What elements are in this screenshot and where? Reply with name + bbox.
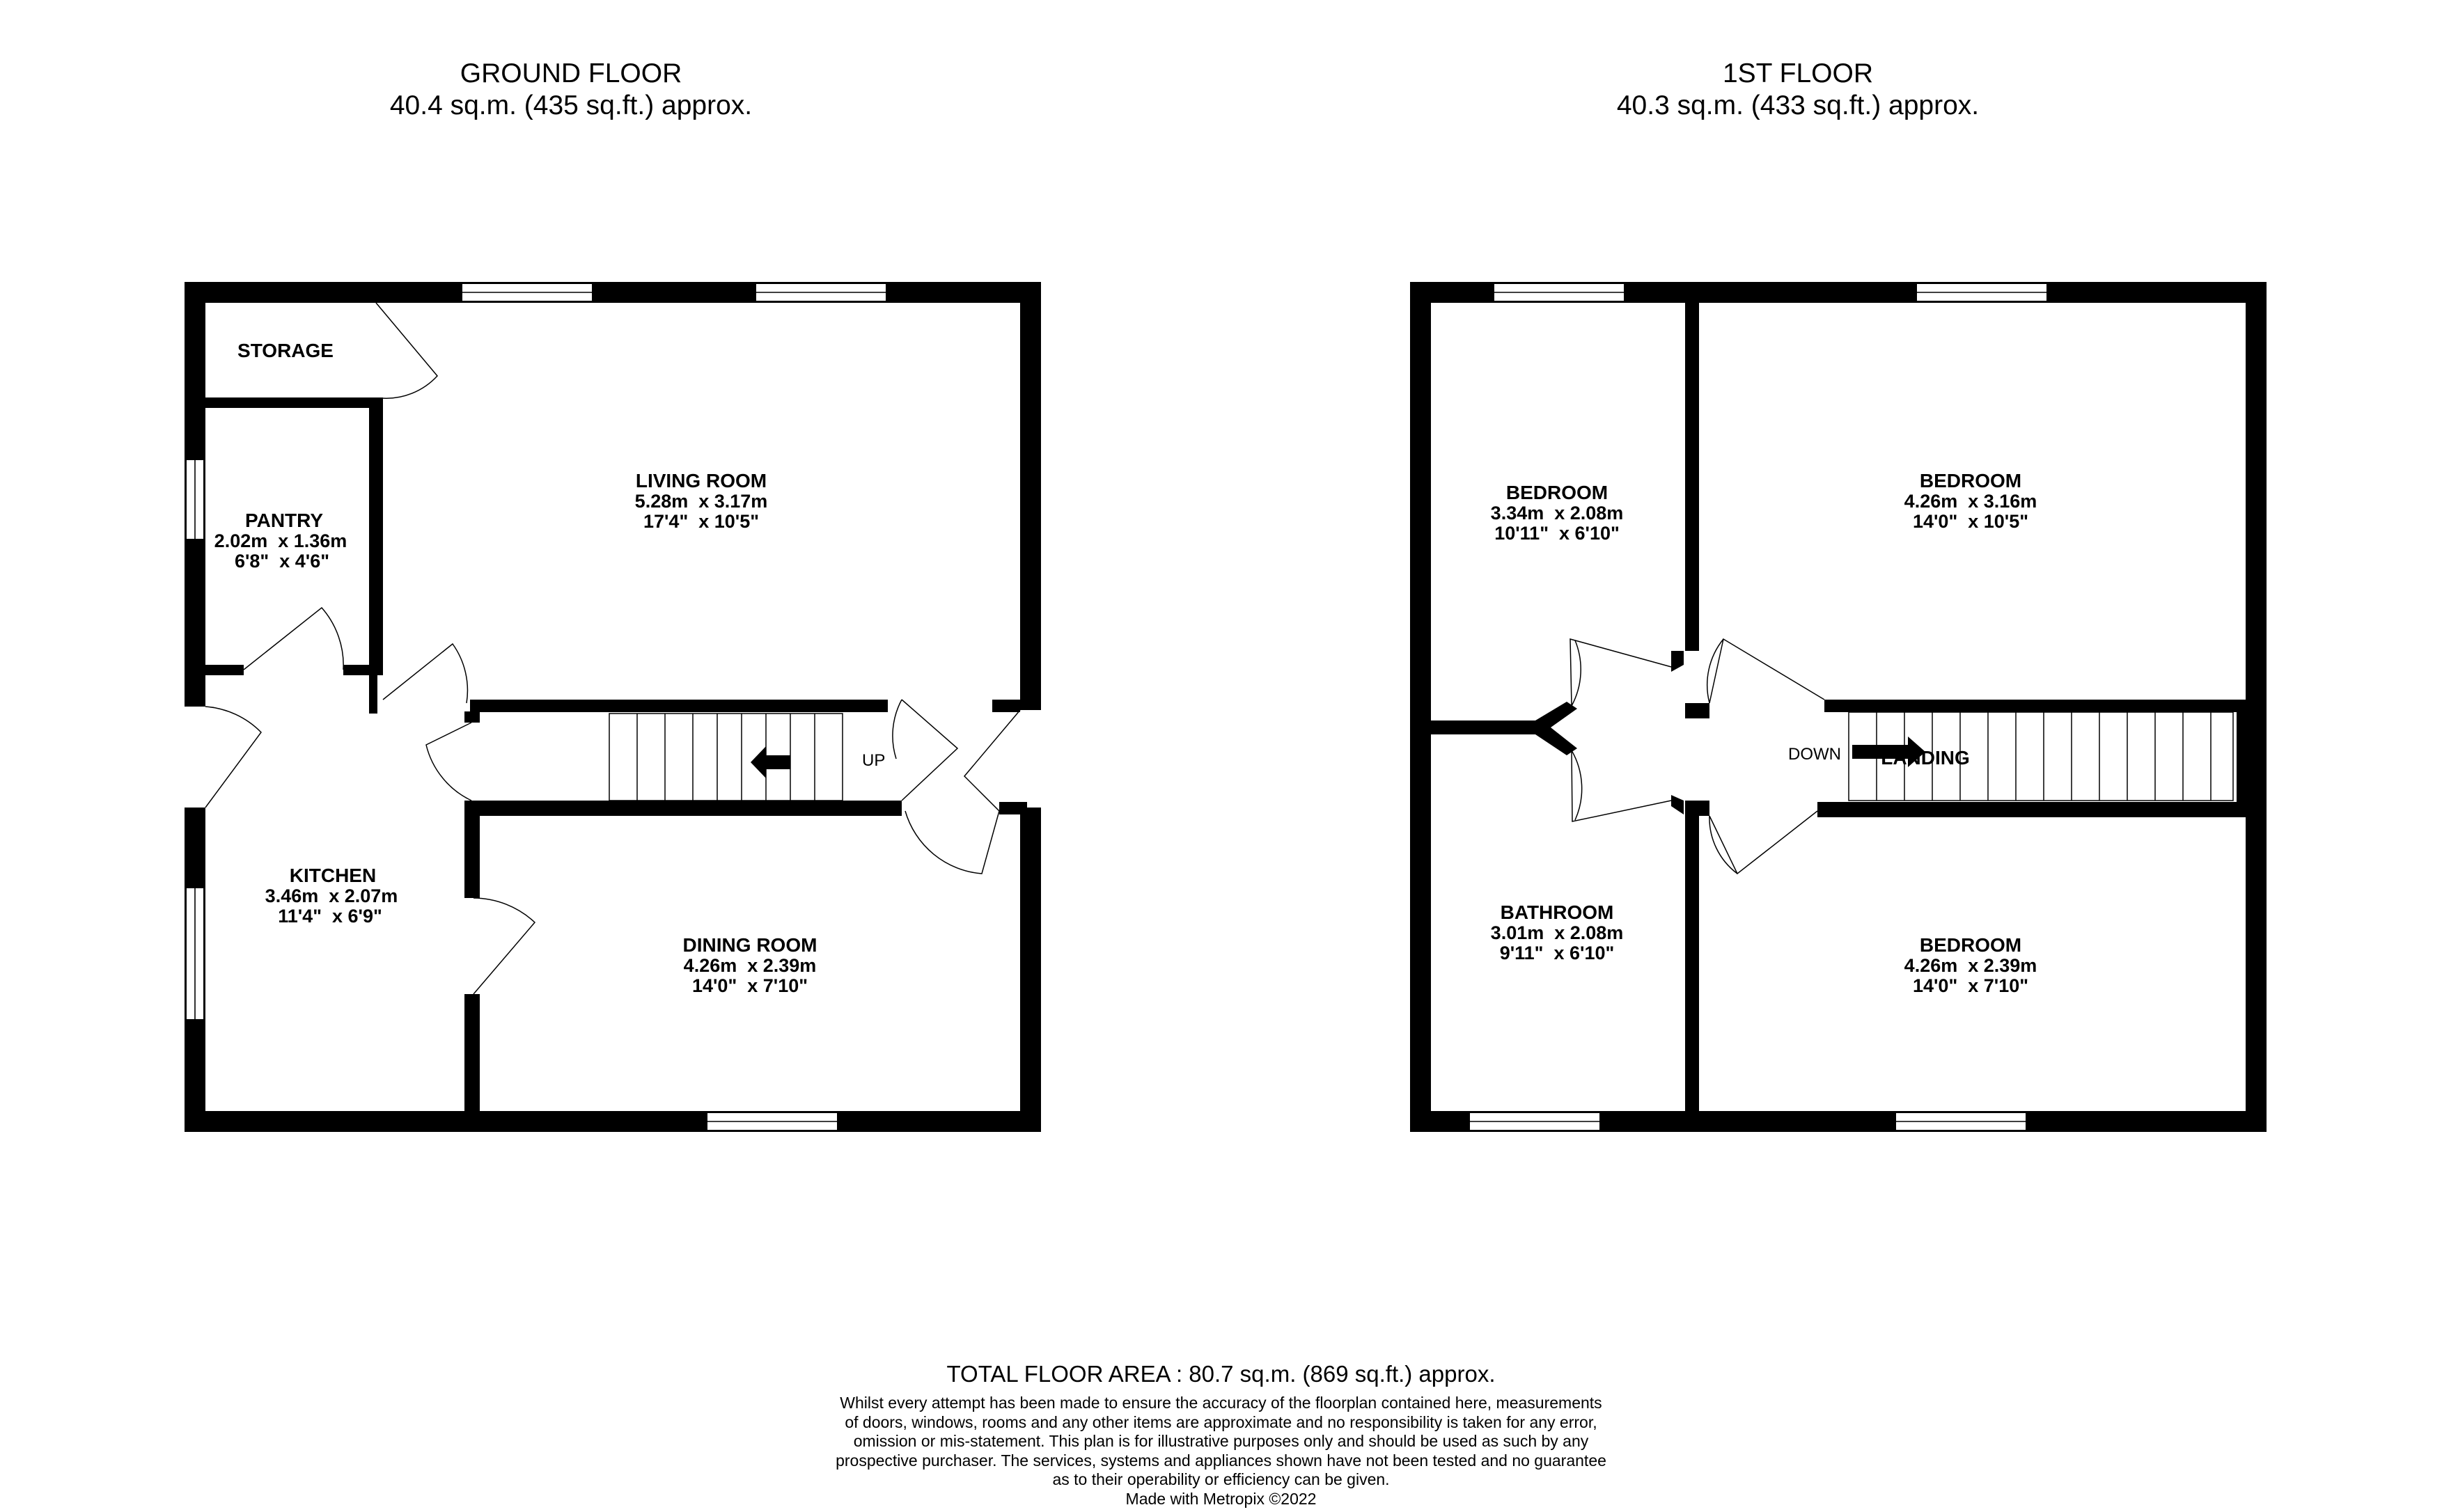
- wall: [1020, 808, 1041, 1132]
- room-imperial-pantry: 6'8" x 4'6": [234, 551, 330, 572]
- door-swing: [1570, 639, 1671, 706]
- wall: [464, 994, 480, 1132]
- first-floor-title: 1ST FLOOR: [1722, 58, 1873, 88]
- room-imperial-bathroom: 9'11" x 6'10": [1499, 943, 1615, 963]
- room-name-living-room: LIVING ROOM: [635, 470, 767, 491]
- door-swing: [205, 707, 261, 808]
- wall: [205, 397, 383, 408]
- room-name-bathroom: BATHROOM: [1500, 901, 1614, 923]
- room-name-kitchen: KITCHEN: [289, 865, 377, 886]
- room-name-storage: STORAGE: [237, 340, 334, 361]
- room-imperial-kitchen: 11'4" x 6'9": [278, 906, 382, 927]
- room-metric-living-room: 5.28m x 3.17m: [634, 491, 768, 512]
- door-swing: [376, 303, 437, 398]
- first-floor-plan: [1410, 282, 2267, 1132]
- wall: [1685, 801, 1709, 816]
- wall: [999, 802, 1027, 814]
- door-swing: [383, 644, 467, 703]
- wall: [1685, 703, 1709, 718]
- wall: [1671, 795, 1684, 814]
- wall: [1817, 802, 2246, 817]
- door-swing: [893, 700, 957, 801]
- room-name-pantry: PANTRY: [245, 510, 323, 531]
- ground-floor-plan: [185, 282, 1041, 1132]
- stair-up-arrow-icon: [751, 746, 790, 778]
- wall: [2246, 282, 2267, 1132]
- stair-up-label: UP: [862, 751, 886, 770]
- room-metric-bedroom-small: 3.34m x 2.08m: [1490, 503, 1624, 523]
- door-swing: [1707, 639, 1824, 703]
- disclaimer-line: as to their operability or efficiency can be given.: [1052, 1470, 1390, 1488]
- total-floor-area: TOTAL FLOOR AREA : 80.7 sq.m. (869 sq.ft.) approx.: [946, 1361, 1496, 1387]
- wall: [464, 801, 480, 898]
- disclaimer: [0, 1394, 2442, 1509]
- wall: [369, 397, 383, 666]
- staircase: [609, 714, 843, 801]
- disclaimer-line: of doors, windows, rooms and any other items are approximate and no responsibility is taken for any error,: [845, 1412, 1597, 1431]
- door-swing: [905, 710, 1020, 874]
- room-metric-bedroom-rear: 4.26m x 2.39m: [1904, 955, 2037, 976]
- room-name-landing: LANDING: [1881, 747, 1970, 769]
- room-imperial-living-room: 17'4" x 10'5": [643, 511, 760, 532]
- wall: [470, 801, 902, 816]
- wall: [369, 665, 377, 714]
- room-name-dining-room: DINING ROOM: [682, 934, 817, 956]
- wall: [1410, 282, 1431, 1132]
- room-name-bedroom-small: BEDROOM: [1505, 482, 1609, 503]
- room-imperial-bedroom-main: 14'0" x 10'5": [1912, 511, 2029, 532]
- room-metric-bathroom: 3.01m x 2.08m: [1490, 922, 1624, 943]
- door-swing: [426, 723, 471, 801]
- disclaimer-line: prospective purchaser. The services, systems and appliances shown have not been tested and no guarantee: [836, 1451, 1606, 1470]
- room-metric-dining-room: 4.26m x 2.39m: [683, 955, 817, 976]
- room-name-bedroom-rear: BEDROOM: [1919, 934, 2022, 956]
- stair-down-label: DOWN: [1788, 745, 1841, 764]
- room-name-bedroom-main: BEDROOM: [1919, 470, 2022, 491]
- room-imperial-bedroom-small: 10'11" x 6'10": [1494, 523, 1620, 544]
- wall: [185, 1111, 1041, 1132]
- wall: [205, 665, 244, 675]
- wall: [1020, 282, 1041, 710]
- disclaimer-line: Whilst every attempt has been made to ensure the accuracy of the floorplan contained here, measurements: [840, 1394, 1602, 1412]
- wall: [464, 711, 480, 723]
- door-swing: [244, 608, 343, 670]
- ground-floor-title: GROUND FLOOR: [460, 58, 682, 88]
- room-metric-pantry: 2.02m x 1.36m: [214, 530, 347, 551]
- room-metric-bedroom-main: 4.26m x 3.16m: [1904, 491, 2037, 512]
- wall: [1431, 720, 1535, 734]
- door-swing: [1709, 811, 1817, 874]
- door-swing: [1572, 750, 1671, 821]
- wall: [1685, 814, 1699, 1111]
- wall: [992, 700, 1020, 712]
- ground-floor-area: 40.4 sq.m. (435 sq.ft.) approx.: [389, 90, 753, 120]
- disclaimer-line: omission or mis-statement. This plan is for illustrative purposes only and should be used as such by any: [853, 1432, 1589, 1450]
- room-metric-kitchen: 3.46m x 2.07m: [265, 885, 398, 906]
- wall: [2237, 712, 2246, 802]
- door-wedge: [1535, 702, 1577, 755]
- first-floor-area: 40.3 sq.m. (433 sq.ft.) approx.: [1616, 90, 1980, 120]
- wall: [1824, 700, 2246, 712]
- wall: [470, 700, 888, 712]
- wall: [1685, 303, 1699, 651]
- disclaimer-credit: Made with Metropix ©2022: [1125, 1489, 1317, 1508]
- room-imperial-bedroom-rear: 14'0" x 7'10": [1912, 975, 2029, 996]
- door-swing: [473, 898, 535, 994]
- wall: [1671, 651, 1684, 672]
- room-imperial-dining-room: 14'0" x 7'10": [691, 975, 808, 996]
- wall: [185, 282, 1041, 303]
